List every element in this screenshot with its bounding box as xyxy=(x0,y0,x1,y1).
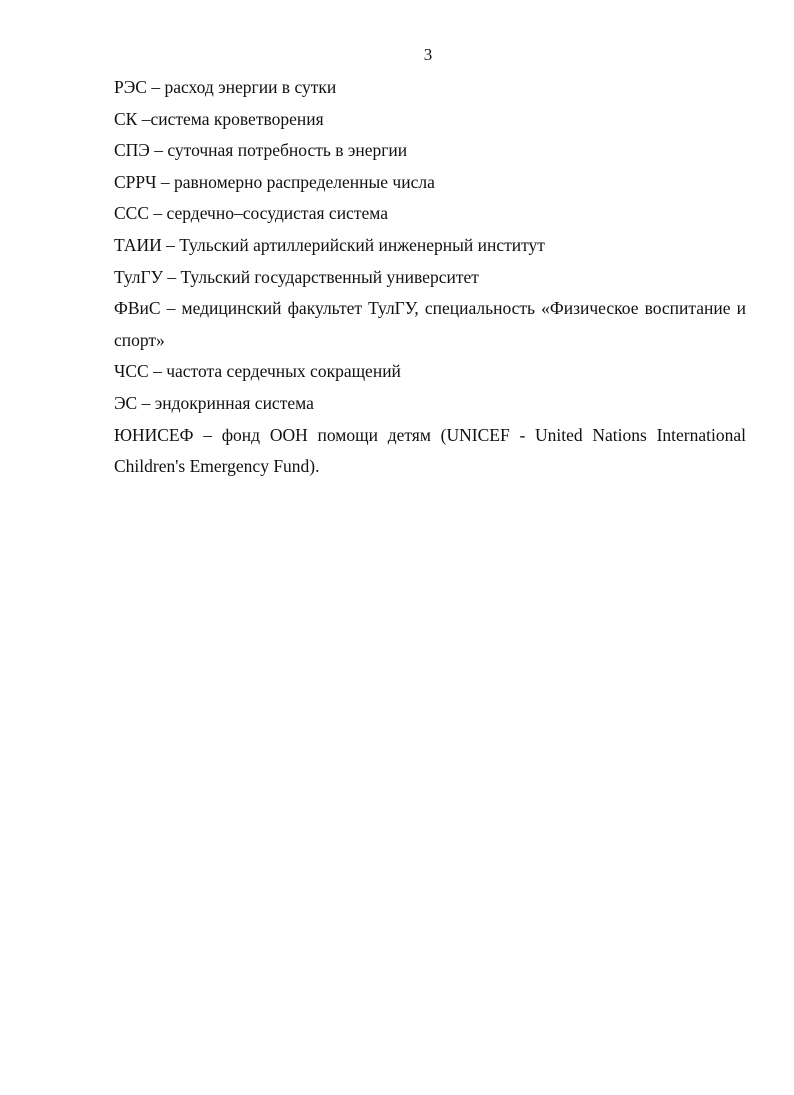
abbreviation-item-taii xyxy=(114,230,746,262)
dash-separator: – xyxy=(137,392,155,413)
abbreviation-definition: медицинский факультет ТулГУ, специальность «Физическое воспитание и спорт» xyxy=(114,298,751,350)
abbreviation-item-unicef xyxy=(114,420,751,483)
abbreviation-item-es xyxy=(114,388,746,420)
dash-separator: – xyxy=(137,108,151,129)
abbreviation-definition: эндокринная система xyxy=(154,392,314,413)
abbreviation-item-tulgu xyxy=(114,262,746,294)
abbreviation-item-res xyxy=(114,72,746,104)
dash-separator: – xyxy=(149,140,168,161)
abbreviation-definition: частота сердечных сокращений xyxy=(166,361,401,382)
abbreviation-item-sk xyxy=(114,104,746,136)
abbreviation-list xyxy=(114,72,751,483)
abbreviation-term: СК xyxy=(114,108,138,129)
abbreviation-definition: равномерно распределенные числа xyxy=(174,171,435,192)
dash-separator: – xyxy=(193,424,222,445)
abbreviation-item-chss xyxy=(114,356,746,388)
abbreviation-term: ЮНИСЕФ xyxy=(114,424,194,445)
abbreviation-term: ТАИИ xyxy=(114,234,162,255)
abbreviation-item-spe xyxy=(114,135,746,167)
dash-separator: – xyxy=(149,203,167,224)
dash-separator: – xyxy=(160,298,182,319)
abbreviation-item-sss xyxy=(114,198,746,230)
dash-separator: – xyxy=(146,77,165,97)
dash-separator: – xyxy=(156,171,175,192)
abbreviation-term: ЭС xyxy=(114,392,138,413)
abbreviation-definition: расход энергии в сутки xyxy=(164,77,337,97)
abbreviation-item-srrch xyxy=(114,167,746,199)
abbreviation-term: СПЭ xyxy=(114,140,150,161)
abbreviation-definition: Тульский государственный университет xyxy=(180,266,479,287)
abbreviation-definition: фонд ООН помощи детям (UNICEF - United Nations International Children's Emergency Fund). xyxy=(114,424,751,477)
page-number: 3 xyxy=(423,45,433,64)
abbreviation-definition: сердечно–сосудистая система xyxy=(166,203,388,224)
abbreviation-term: ССС xyxy=(114,203,150,224)
abbreviation-term: ФВиС xyxy=(114,298,161,319)
dash-separator: – xyxy=(161,234,180,255)
abbreviation-item-fvis xyxy=(114,293,751,356)
abbreviation-term: ЧСС xyxy=(114,361,149,382)
abbreviation-definition: Тульский артиллерийский инженерный институт xyxy=(179,234,545,255)
abbreviation-term: РЭС xyxy=(114,77,147,97)
dash-separator: – xyxy=(148,361,167,382)
abbreviation-term: СРРЧ xyxy=(114,171,157,192)
abbreviation-definition: суточная потребность в энергии xyxy=(167,140,408,161)
abbreviation-term: ТулГУ xyxy=(114,266,164,287)
abbreviation-definition: система кроветворения xyxy=(150,108,324,129)
dash-separator: – xyxy=(163,266,181,287)
